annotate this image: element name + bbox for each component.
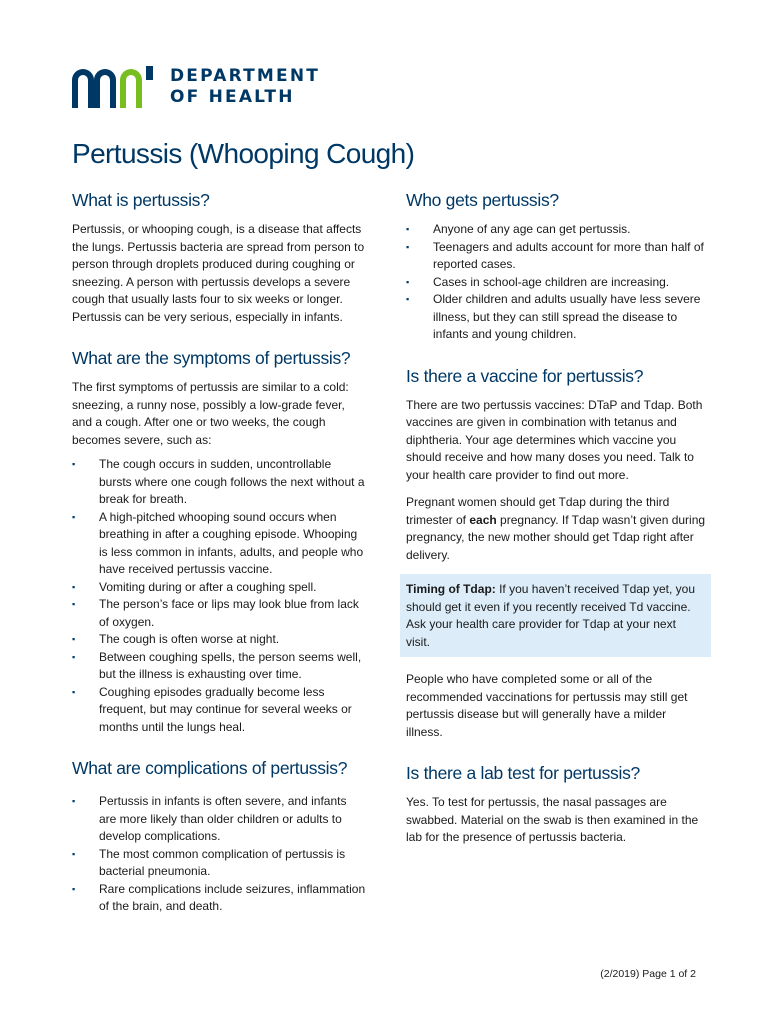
- logo-line-1: DEPARTMENT: [170, 66, 321, 86]
- section-intro: The first symptoms of pertussis are similar to a cold: sneezing, a runny nose, possibly a low-grade fever, and a cough. After one or two weeks, the cough becomes severe, such as:: [72, 380, 349, 447]
- tdap-timing-callout: [400, 574, 711, 657]
- section-lab-test: [406, 763, 706, 847]
- logo-line-2: OF HEALTH: [170, 87, 295, 107]
- section-body: Pertussis, or whooping cough, is a disease that affects the lungs. Pertussis bacteria are spread from person to person through droplets produced during coughing or sneezing. A person with pertussis develops a severe cough that usually lasts four to six weeks or longer. Pertussis can be very serious, especially in infants.: [72, 222, 365, 324]
- section-heading: What are the symptoms of pertussis?: [72, 348, 351, 368]
- page-title: Pertussis (Whooping Cough): [72, 138, 415, 169]
- section-heading: Who gets pertussis?: [406, 190, 559, 210]
- vaccine-paragraph-3: People who have completed some or all of the recommended vaccinations for pertussis may still get pertussis disease but will generally have a milder illness.: [406, 672, 688, 739]
- list-item: ▪ The most common complication of pertussis is bacterial pneumonia.: [72, 846, 367, 881]
- list-item: ▪ Older children and adults usually have less severe illness, but they can still spread the disease to infants and young children.: [406, 291, 706, 344]
- who-gets-list: [406, 221, 706, 344]
- mn-logo-icon: [72, 66, 158, 108]
- list-item: ▪ Teenagers and adults account for more than half of reported cases.: [406, 239, 706, 274]
- section-heading: Is there a vaccine for pertussis?: [406, 365, 644, 386]
- symptoms-list: [72, 456, 367, 736]
- section-heading: Is there a lab test for pertussis?: [406, 763, 640, 783]
- list-item: ▪ The cough is often worse at night.: [72, 631, 367, 649]
- complications-list: [72, 793, 367, 916]
- section-vaccine: [406, 366, 706, 742]
- callout-label: Timing of Tdap:: [406, 582, 496, 596]
- list-item: ▪ Vomiting during or after a coughing spell.: [72, 579, 367, 597]
- logo-wordmark: [170, 66, 320, 108]
- list-item: ▪ Coughing episodes gradually become less frequent, but may continue for several weeks or months until the lungs heal.: [72, 684, 367, 737]
- callout-text: If you haven’t received Tdap yet, you should get it even if you recently received Td vaccine. Ask your health care provider for Tdap at your next visit.: [406, 582, 695, 649]
- list-item: ▪ Between coughing spells, the person seems well, but the illness is exhausting over time.: [72, 649, 367, 684]
- list-item: ▪ The person’s face or lips may look blue from lack of oxygen.: [72, 596, 367, 631]
- list-item: ▪ Rare complications include seizures, inflammation of the brain, and death.: [72, 881, 367, 916]
- list-item: ▪ Pertussis in infants is often severe, and infants are more likely than older children or adults to develop complications.: [72, 793, 367, 846]
- section-who-gets: [406, 190, 706, 344]
- list-item: ▪ A high-pitched whooping sound occurs when breathing in after a coughing episode. Whooping is less common in infants, adults, and people who have received pertussis vaccine.: [72, 509, 367, 579]
- list-item: ▪ The cough occurs in sudden, uncontrollable bursts where one cough follows the next without a break for breath.: [72, 456, 367, 509]
- section-complications: [72, 758, 367, 916]
- vaccine-paragraph-2: Pregnant women should get Tdap during the third trimester of each pregnancy. If Tdap wasn’t given during pregnancy, the new mother should get Tdap right after delivery.: [406, 495, 706, 562]
- section-symptoms: [72, 348, 367, 736]
- emphasis-text: each: [469, 512, 497, 527]
- list-item: ▪ Anyone of any age can get pertussis.: [406, 221, 706, 239]
- section-body: Yes. To test for pertussis, the nasal passages are swabbed. Material on the swab is then examined in the lab for the presence of pertussis bacteria.: [406, 795, 699, 844]
- section-heading: What are complications of pertussis?: [72, 758, 348, 778]
- right-column: [406, 190, 706, 847]
- mdh-logo: [72, 66, 320, 108]
- page-footer: (2/2019) Page 1 of 2: [600, 968, 696, 980]
- vaccine-paragraph-1: There are two pertussis vaccines: DTaP and Tdap. Both vaccines are given in combination with tetanus and diphtheria. Your age determines which vaccine you should receive and how many doses you need. Talk to your health care provider to find out more.: [406, 397, 703, 482]
- list-item: ▪ Cases in school-age children are increasing.: [406, 274, 706, 292]
- section-what-is: [72, 190, 367, 326]
- left-column: [72, 190, 367, 916]
- section-heading: What is pertussis?: [72, 190, 210, 210]
